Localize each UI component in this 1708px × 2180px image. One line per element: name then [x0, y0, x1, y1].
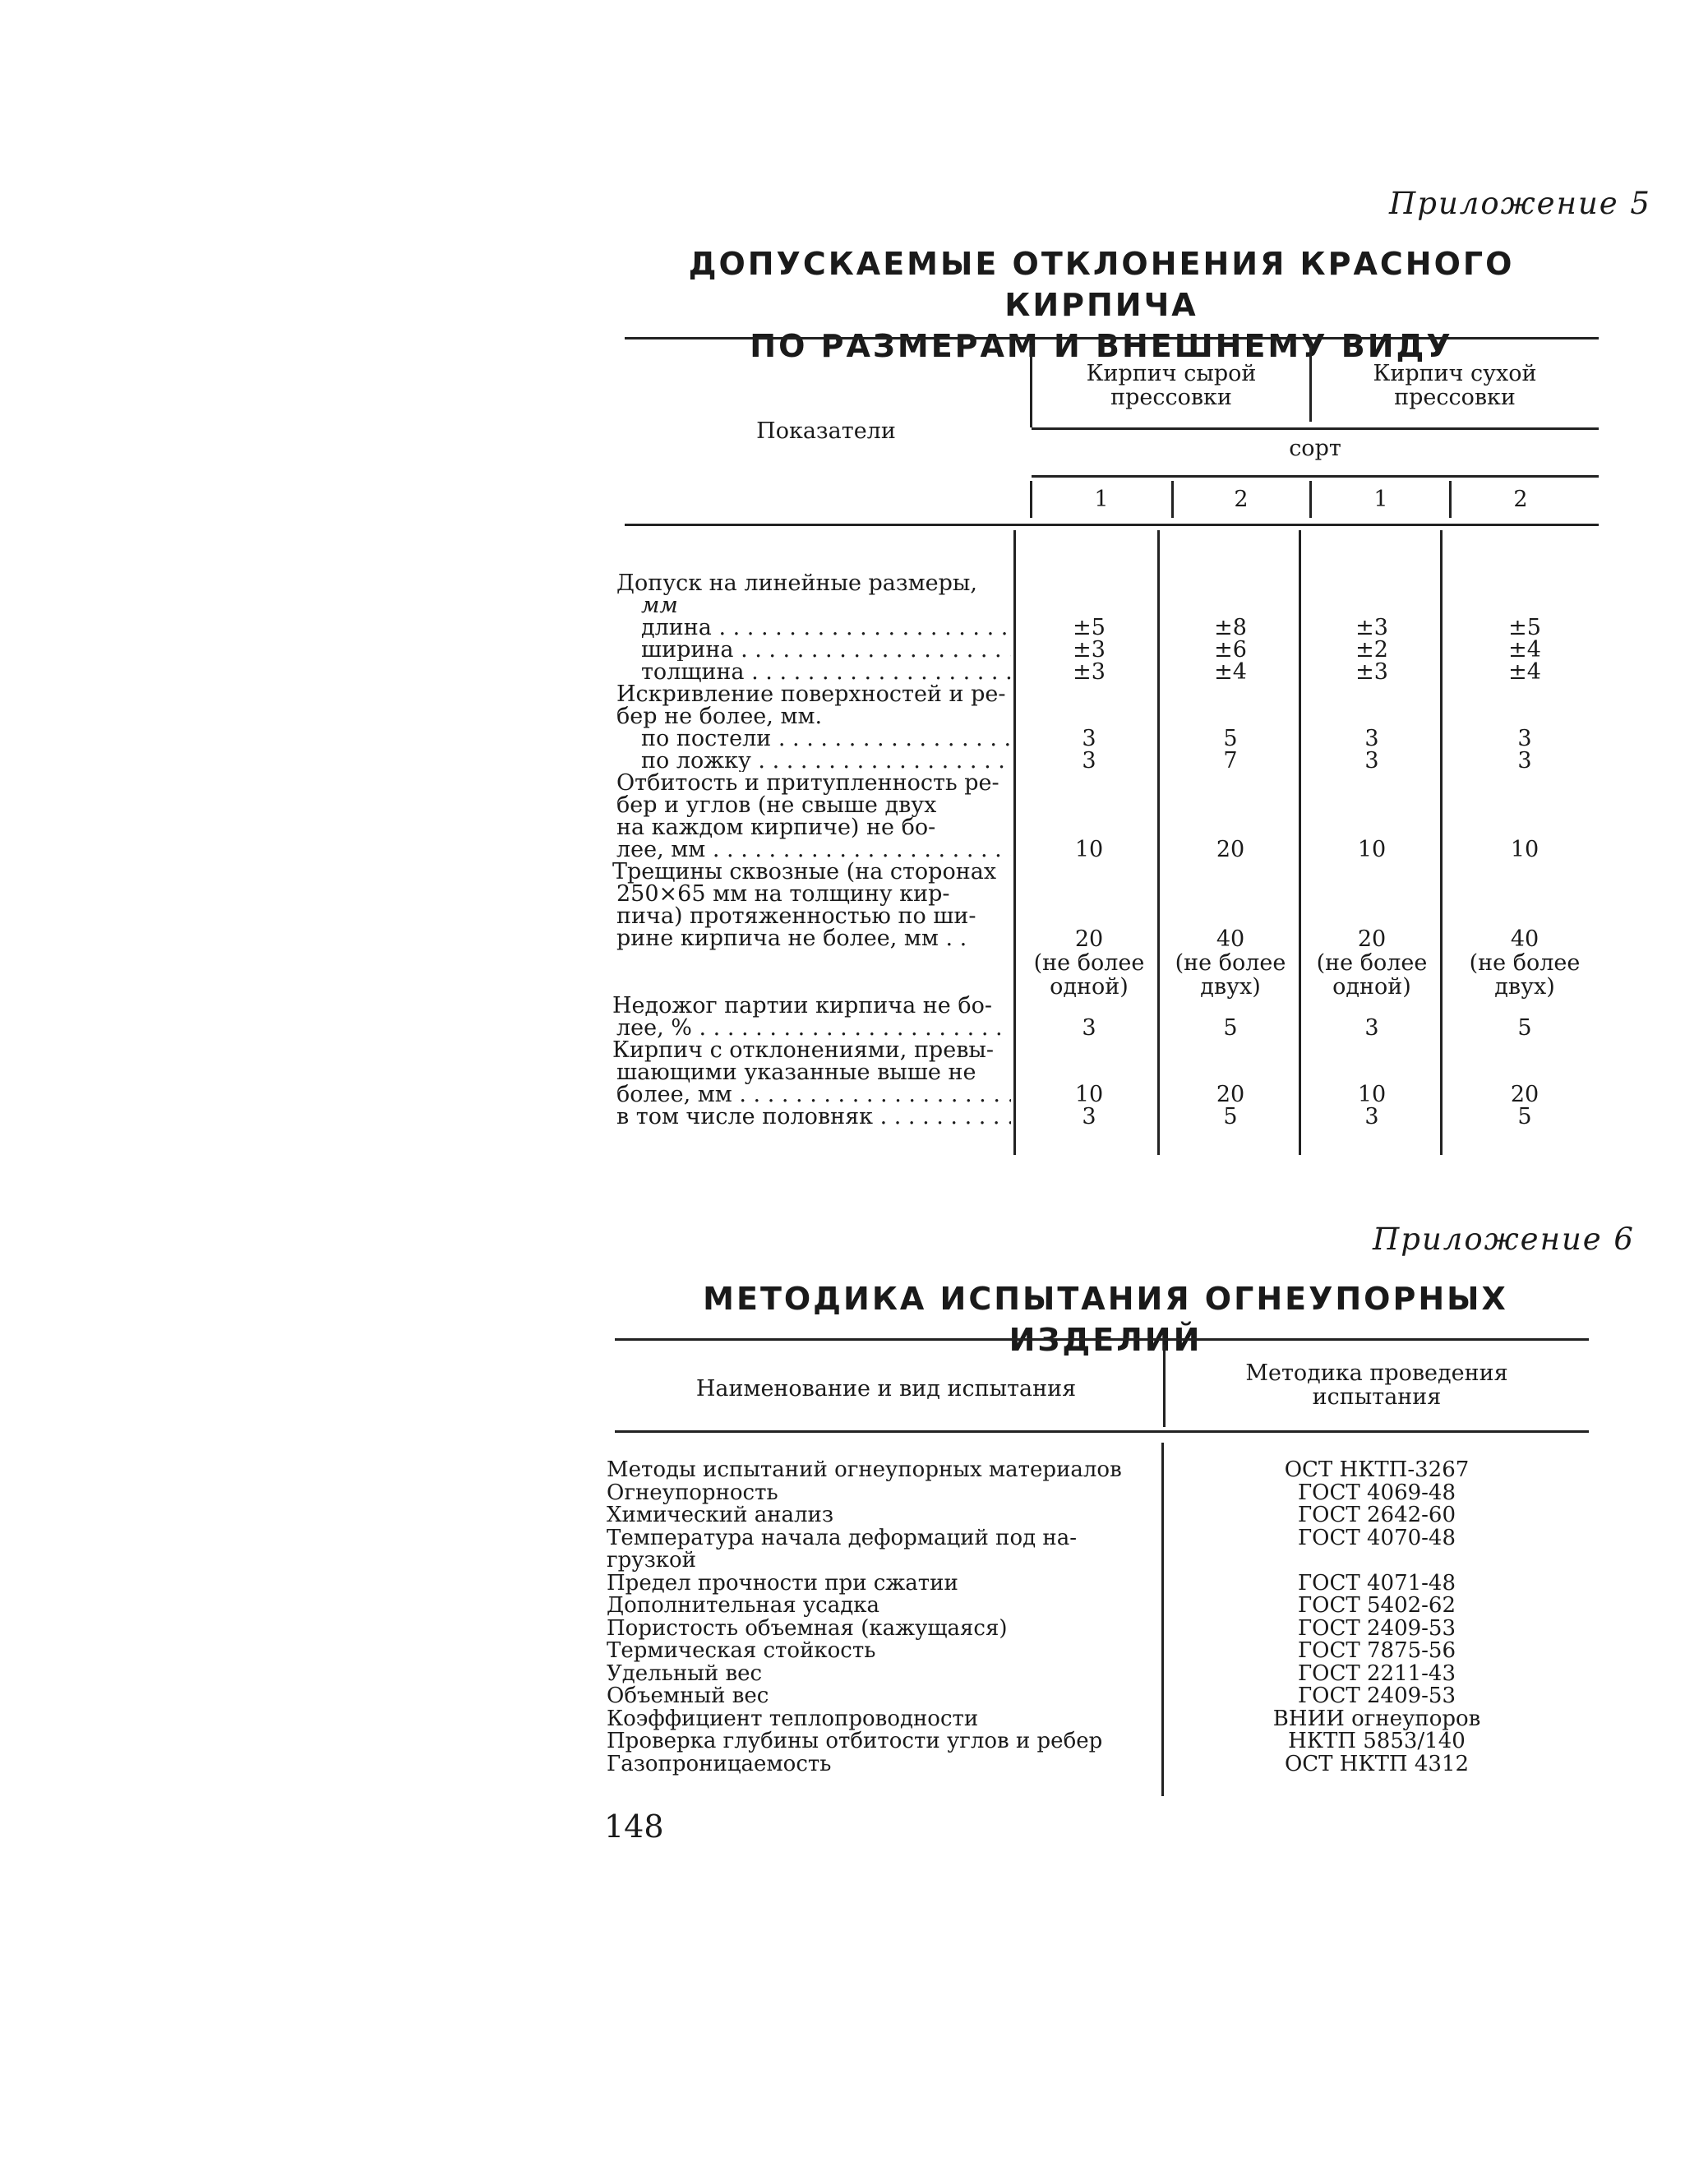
cell-value: ±8 — [1214, 615, 1247, 640]
row-label-chipping-1: Отбитость и притупленность ре- — [616, 770, 999, 796]
cell-value: 3 — [1082, 748, 1096, 774]
table2-top-rule — [615, 1338, 1589, 1341]
row-label-deviations-3: более, мм . . . — [616, 1083, 1011, 1106]
table2-vline-header — [1163, 1345, 1166, 1427]
test-name-cell: Химический анализ — [607, 1503, 834, 1527]
table2-header-bottom-rule — [615, 1430, 1589, 1433]
table2-column-name: Наименование и вид испытания — [695, 1376, 1077, 1402]
row-label-chipping-4: лее, мм . . . — [616, 838, 1011, 861]
cell-value: 3 — [1364, 748, 1379, 774]
cell-value: ±3 — [1355, 615, 1388, 640]
cell-value: 20 (не более одной) — [1033, 926, 1145, 1000]
cell-value: 3 — [1517, 726, 1532, 751]
test-method-cell: НКТП 5853/140 — [1288, 1729, 1466, 1753]
row-label-underburn-2: лее, % . . . — [616, 1017, 1011, 1039]
test-name-cell: Проверка глубины отбитости углов и ребер — [607, 1729, 1103, 1753]
row-label-chipping-2: бер и углов (не свыше двух — [616, 792, 937, 818]
test-method-cell: ГОСТ 4070-48 — [1297, 1525, 1456, 1550]
cell-value: 20 — [1510, 1082, 1540, 1107]
row-label-cracks-3: пича) протяженностью по ши- — [616, 903, 976, 929]
page-number: 148 — [604, 1808, 664, 1845]
test-name-cell: Предел прочности при сжатии — [607, 1570, 958, 1596]
cell-value: 20 — [1216, 837, 1245, 862]
appendix-5-title — [625, 243, 1578, 367]
cell-value: ±4 — [1214, 659, 1247, 685]
test-name-cell: Коэффициент теплопроводности — [607, 1706, 979, 1731]
table2-column-method: Методика проведения испытания — [1245, 1360, 1508, 1410]
row-label-underburn-1: Недожог партии кирпича не бо- — [612, 993, 992, 1018]
test-method-cell: ГОСТ 2409-53 — [1297, 1683, 1456, 1708]
test-name-cell: Дополнительная усадка — [607, 1593, 880, 1618]
column-group-wet-pressing: Кирпич сырой прессовки — [1086, 361, 1257, 410]
test-name-cell: Температура начала деформаций под на- — [607, 1525, 1077, 1550]
row-label-width: ширина . . . — [641, 639, 1011, 661]
test-method-cell: ГОСТ 5402-62 — [1297, 1593, 1456, 1618]
cell-value: 3 — [1517, 748, 1532, 774]
sort-header: 2 — [1234, 487, 1249, 512]
table1-vline-body-a — [1013, 530, 1016, 1155]
appendix-5-label: Приложение 5 — [1389, 186, 1651, 221]
cell-value: ±3 — [1355, 659, 1388, 685]
cell-value: 7 — [1223, 748, 1238, 774]
cell-value: ±3 — [1073, 659, 1106, 685]
cell-value: ±6 — [1214, 637, 1247, 663]
row-label-cracks-4: рине кирпича не более, мм . . — [616, 926, 967, 951]
test-method-cell: ГОСТ 4071-48 — [1297, 1570, 1456, 1596]
table1-sort-rule — [1032, 475, 1599, 478]
row-label-tolerance-unit: мм — [641, 593, 678, 618]
row-label-half-bricks: в том числе половняк . . . — [616, 1106, 1011, 1128]
cell-value: 3 — [1082, 1104, 1096, 1129]
cell-value: 10 — [1074, 1082, 1104, 1107]
appendix-5-title-line-2: ПО РАЗМЕРАМ И ВНЕШНЕМУ ВИДУ — [750, 328, 1453, 364]
cell-value: ±4 — [1508, 659, 1541, 685]
test-method-cell: ОСТ НКТП 4312 — [1284, 1751, 1470, 1776]
test-method-cell: ГОСТ 2409-53 — [1297, 1615, 1456, 1641]
cell-value: 10 — [1510, 837, 1540, 862]
row-label-chipping-3: на каждом кирпиче) не бо- — [616, 815, 936, 840]
table1-vline-group — [1309, 345, 1312, 422]
test-name-cell: Объемный вес — [607, 1683, 769, 1708]
sort-header: 2 — [1513, 487, 1528, 512]
cell-value: ±5 — [1508, 615, 1541, 640]
cell-value: 5 — [1223, 1104, 1238, 1129]
cell-value: 3 — [1364, 726, 1379, 751]
row-label-thickness: толщина . . . — [641, 661, 1011, 683]
cell-value: 10 — [1357, 837, 1387, 862]
cell-value: 20 (не более одной) — [1316, 926, 1428, 1000]
row-label-length: длина . . . — [641, 617, 1011, 639]
cell-value: 3 — [1364, 1015, 1379, 1041]
cell-value: 5 — [1223, 726, 1238, 751]
column-header-sort: сорт — [1289, 436, 1341, 461]
cell-value: ±3 — [1073, 637, 1106, 663]
test-name-cell: Огнеупорность — [607, 1480, 778, 1505]
test-name-cell: Термическая стойкость — [607, 1638, 876, 1663]
table2-vline-body — [1161, 1443, 1164, 1796]
cell-value: 10 — [1074, 837, 1104, 862]
table1-vline-header — [1030, 345, 1032, 427]
cell-value: ±5 — [1073, 615, 1106, 640]
test-method-cell: ГОСТ 7875-56 — [1297, 1638, 1456, 1663]
row-label-deviations-1: Кирпич с отклонениями, превы- — [612, 1037, 995, 1063]
cell-value: 5 — [1517, 1104, 1532, 1129]
test-name-cell: Удельный вес — [607, 1660, 763, 1686]
test-method-cell: ВНИИ огнеупоров — [1272, 1706, 1481, 1731]
cell-value: 40 (не более двух) — [1175, 926, 1286, 1000]
test-method-cell: ГОСТ 2642-60 — [1297, 1503, 1456, 1527]
sort-header: 1 — [1373, 487, 1388, 512]
test-name-cell: Газопроницаемость — [607, 1751, 832, 1776]
cell-value: 3 — [1082, 726, 1096, 751]
table1-group-rule — [1032, 427, 1599, 430]
table1-top-rule — [625, 337, 1599, 339]
cell-value: 40 (не более двух) — [1469, 926, 1581, 1000]
row-label-cracks-1: Трещины сквозные (на сторонах — [612, 859, 997, 884]
test-name-cell: Методы испытаний огнеупорных материалов — [607, 1457, 1122, 1482]
cell-value: ±2 — [1355, 637, 1388, 663]
column-group-dry-pressing: Кирпич сухой прессовки — [1373, 361, 1537, 410]
test-name-cell: Пористость объемная (кажущаяся) — [607, 1615, 1008, 1641]
cell-value: 5 — [1223, 1015, 1238, 1041]
cell-value: 5 — [1517, 1015, 1532, 1041]
table1-header-bottom-rule — [625, 524, 1599, 526]
test-method-cell: ГОСТ 2211-43 — [1297, 1660, 1456, 1686]
cell-value: 10 — [1357, 1082, 1387, 1107]
row-label-stretcher: по ложку . . . — [641, 750, 1011, 772]
row-label-tolerance: Допуск на линейные размеры, — [616, 570, 977, 596]
sort-header: 1 — [1094, 487, 1109, 512]
cell-value: 3 — [1364, 1104, 1379, 1129]
cell-value: 3 — [1082, 1015, 1096, 1041]
test-name-cell: грузкой — [607, 1548, 696, 1573]
appendix-6-title: МЕТОДИКА ИСПЫТАНИЯ ОГНЕУПОРНЫХ ИЗДЕЛИЙ — [703, 1281, 1508, 1358]
test-method-cell: ОСТ НКТП-3267 — [1284, 1457, 1470, 1482]
row-label-cracks-2: 250×65 мм на толщину кир- — [616, 881, 950, 907]
appendix-5-title-line-1: ДОПУСКАЕМЫЕ ОТКЛОНЕНИЯ КРАСНОГО КИРПИЧА — [688, 246, 1515, 323]
cell-value: 20 — [1216, 1082, 1245, 1107]
test-method-cell: ГОСТ 4069-48 — [1297, 1480, 1456, 1505]
row-label-bed: по постели . . . — [641, 727, 1011, 750]
column-header-indicator: Показатели — [756, 418, 896, 444]
row-label-deviations-2: шающими указанные выше не — [616, 1060, 976, 1085]
appendix-6-label: Приложение 6 — [1373, 1222, 1635, 1257]
row-label-curvature-1: Искривление поверхностей и ре- — [616, 681, 1006, 707]
cell-value: ±4 — [1508, 637, 1541, 663]
row-label-curvature-2: бер не более, мм. — [616, 704, 823, 729]
